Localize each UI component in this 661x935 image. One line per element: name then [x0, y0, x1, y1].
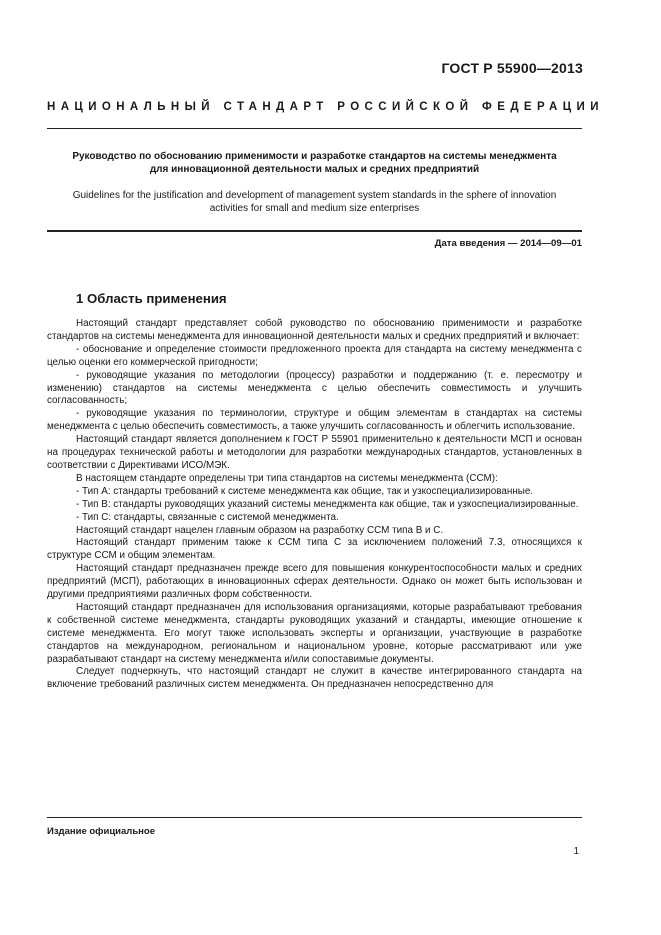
paragraph: - руководящие указания по терминологии, структуре и общим элементам в стандартах на системы менеджмента с целью обеспечить совместимость, а также улучшить согласованность и облегчить использование.: [47, 408, 582, 433]
introduction-date: Дата введения — 2014—09—01: [434, 238, 582, 249]
document-title-en: Guidelines for the justification and development of management system standards in the sphere of innovation activities for small and medium size enterprises: [72, 190, 557, 214]
document-title-ru: Руководство по обоснованию применимости и разработке стандартов на системы менеджмента для инновационной деятельности малых и средних предприятий: [72, 151, 557, 175]
page-number: 1: [573, 846, 579, 857]
paragraph: Настоящий стандарт предназначен для использования организациями, которые разрабатывают требования к собственной системе менеджмента, стандарты руководящих указаний и стандарты, имеющие отношение к системе менеджмента. Его могут также использовать эксперты и организации, участвующие в разработке стандартов на международном, региональном и национальном уровне, которые рассматривают или уже разрабатывают стандарт на систему менеджмента и/или сопоставимые документы.: [47, 601, 582, 665]
paragraph: - обоснование и определение стоимости предложенного проекта для стандарта на систему менеджмента с целью оценки его коммерческой пригодности;: [47, 343, 582, 368]
paragraph: Настоящий стандарт является дополнением к ГОСТ Р 55901 применительно к деятельности МСП и основан на процедурах технической работы и методологии для разработки международных стандартов, установленных в соответствии с Директивами ИСО/МЭК.: [47, 434, 582, 471]
paragraph: Следует подчеркнуть, что настоящий стандарт не служит в качестве интегрированного стандарта на включение требований различных систем менеджмента. Он предназначен непосредственно для: [47, 666, 582, 691]
edition-label: Издание официальное: [47, 826, 155, 837]
paragraph: - руководящие указания по методологии (процессу) разработки и поддержанию (т. е. пересмотру и изменению) стандартов на системы менеджмента с целью обеспечить совместимость и улучшить согласованность;: [47, 369, 582, 407]
title-divider: [47, 230, 582, 232]
footer-divider: [47, 817, 582, 818]
paragraph: Настоящий стандарт представляет собой руководство по обоснованию применимости и разработке стандартов на системы менеджмента для инновационной деятельности малых и средних предприятий и включает:: [47, 318, 582, 342]
top-divider: [47, 128, 582, 129]
paragraph: Настоящий стандарт применим также к ССМ типа С за исключением положений 7.3, относящихся к структуре ССМ и общим элементам.: [47, 537, 582, 562]
paragraph: Настоящий стандарт предназначен прежде всего для повышения конкурентоспособности малых и средних предприятий (МСП), работающих в инновационных сферах деятельности. Однако он может быть использован и другими предприятиями различных форм собственности.: [47, 563, 582, 601]
section-body: [47, 318, 582, 692]
national-standard-heading: НАЦИОНАЛЬНЫЙ СТАНДАРТ РОССИЙСКОЙ ФЕДЕРАЦИИ: [47, 101, 604, 113]
paragraph: - Тип С: стандарты, связанные с системой менеджмента.: [76, 511, 339, 523]
paragraph: - Тип В: стандарты руководящих указаний системы менеджмента как общие, так и узкоспециализированные.: [76, 498, 579, 510]
paragraph: Настоящий стандарт нацелен главным образом на разработку ССМ типа В и С.: [76, 524, 444, 536]
paragraph: В настоящем стандарте определены три типа стандартов на системы менеджмента (ССМ):: [76, 472, 498, 484]
section-heading: 1 Область применения: [76, 291, 227, 306]
paragraph: - Тип А: стандарты требований к системе менеджмента как общие, так и узкоспециализированные.: [76, 485, 534, 497]
gost-code: ГОСТ Р 55900—2013: [441, 60, 583, 76]
